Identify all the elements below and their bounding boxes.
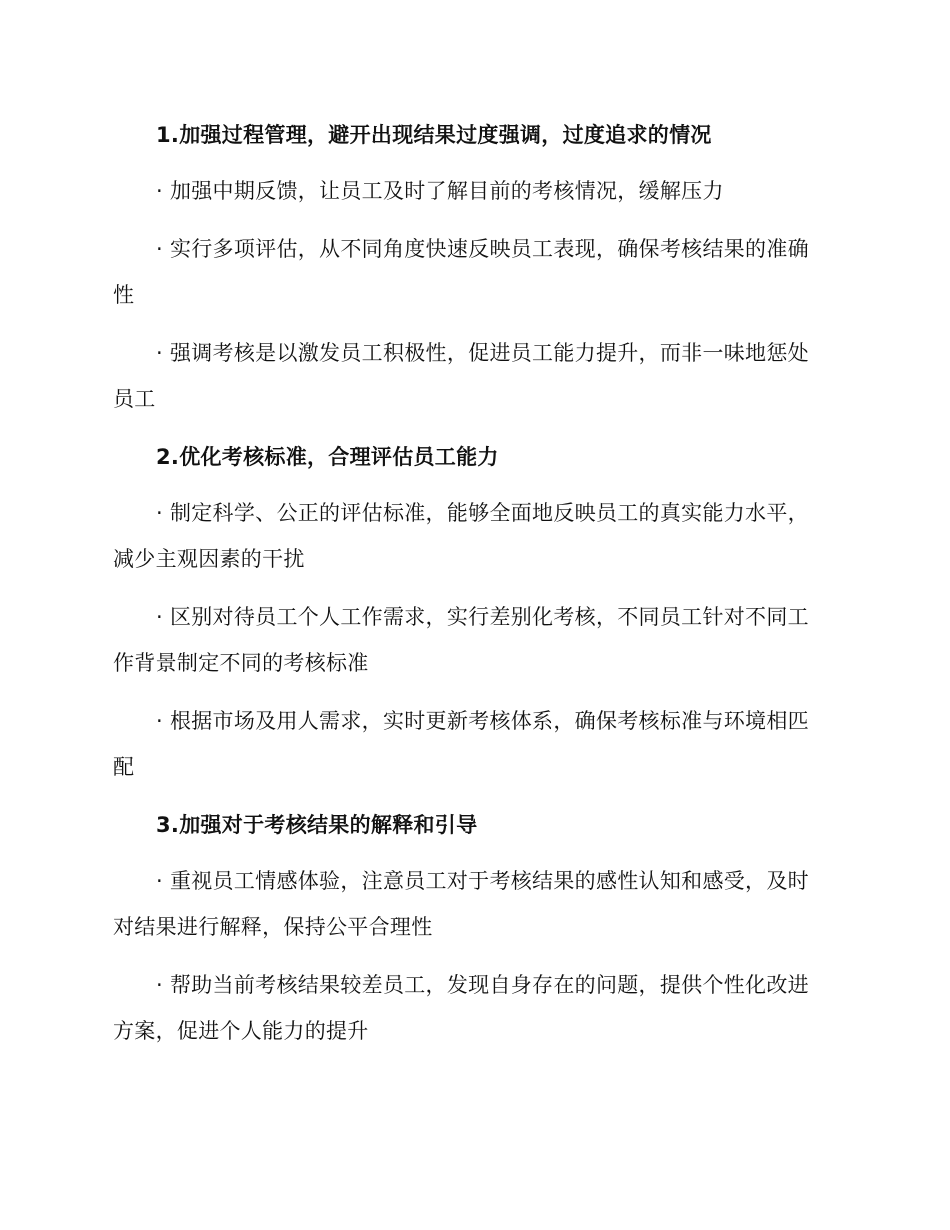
bullet-item: · 重视员工情感体验，注意员工对于考核结果的感性认知和感受，及时对结果进行解释，保持公平合理性: [113, 869, 809, 939]
section-3: [113, 802, 825, 1054]
section-2: [113, 434, 825, 790]
bullet-item: · 根据市场及用人需求，实时更新考核体系，确保考核标准与环境相匹配: [113, 709, 809, 779]
bullet-item: · 强调考核是以激发员工积极性，促进员工能力提升，而非一味地惩处员工: [113, 341, 809, 411]
bullet-item: · 制定科学、公正的评估标准，能够全面地反映员工的真实能力水平，减少主观因素的干扰: [113, 501, 809, 571]
section-heading: 2.优化考核标准，合理评估员工能力: [156, 445, 499, 469]
bullet-item: · 区别对待员工个人工作需求，实行差别化考核，不同员工针对不同工作背景制定不同的考核标准: [113, 605, 809, 675]
bullet-item: · 实行多项评估，从不同角度快速反映员工表现，确保考核结果的准确性: [113, 237, 809, 307]
bullet-item: · 帮助当前考核结果较差员工，发现自身存在的问题，提供个性化改进方案，促进个人能力的提升: [113, 973, 809, 1043]
section-1: [113, 112, 825, 422]
document-page: [113, 112, 825, 1066]
bullet-item: · 加强中期反馈，让员工及时了解目前的考核情况，缓解压力: [156, 179, 724, 203]
section-heading: 1.加强过程管理，避开出现结果过度强调，过度追求的情况: [156, 123, 712, 147]
section-heading: 3.加强对于考核结果的解释和引导: [156, 813, 478, 837]
